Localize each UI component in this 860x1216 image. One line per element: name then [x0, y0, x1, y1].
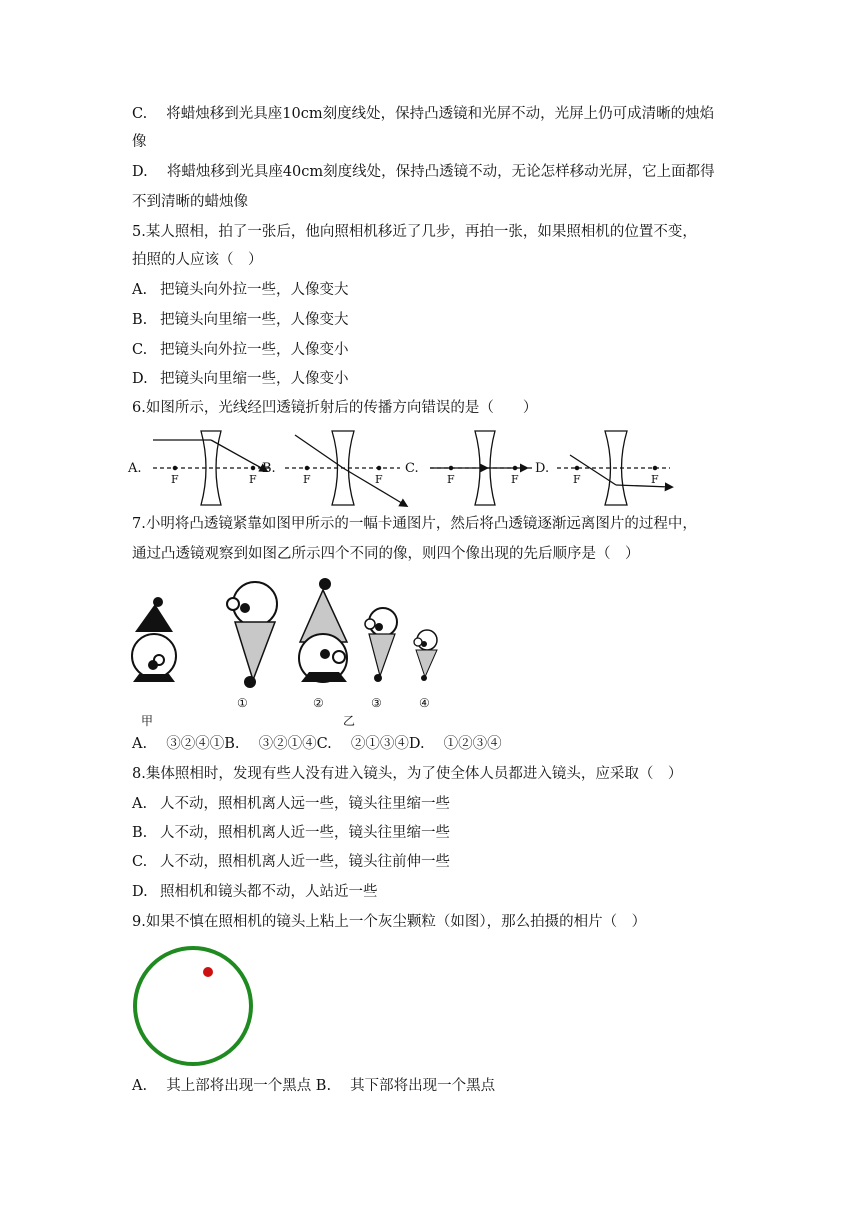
q6-stem: 6.如图所示，光线经凹透镜折射后的传播方向错误的是（ ） [132, 400, 538, 416]
q6-lens-figures [125, 425, 685, 510]
q7-label-jia: 甲 [141, 714, 154, 728]
q7-number-4: ④ [419, 696, 430, 710]
lens-circle [135, 948, 251, 1064]
q7-clown-4 [414, 630, 437, 681]
q9-stem: 9.如果不慎在照相机的镜头上粘上一个灰尘颗粒（如图），那么拍摄的相片（ ） [132, 914, 647, 930]
q7-options: A. ③②④①B. ③②①④C. ②①③④D. ①②③④ [132, 736, 502, 752]
q6-a-focus-right: F [249, 473, 257, 486]
q4-option-c-line1: C. 将蜡烛移到光具座10cm刻度线处，保持凸透镜和光屏不动，光屏上仍可成清晰的烛焰 [132, 106, 715, 122]
q6-b-focus-left: F [303, 473, 311, 486]
q6-b-focus-right: F [375, 473, 383, 486]
q5-option-a: A. 把镜头向外拉一些，人像变大 [132, 282, 349, 298]
q6-c-focus-left: F [447, 473, 455, 486]
q5-option-c: C. 把镜头向外拉一些，人像变小 [132, 342, 349, 358]
q6-label-c: C. [405, 461, 419, 476]
q7-number-1: ① [237, 696, 248, 710]
q7-clown-jia [132, 597, 176, 682]
q8-option-b: B. 人不动，照相机离人近一些，镜头往里缩一些 [132, 825, 450, 841]
q4-option-d-line1: D. 将蜡烛移到光具座40cm刻度线处，保持凸透镜不动，无论怎样移动光屏，它上面都得 [132, 164, 715, 180]
q6-c-focus-right: F [511, 473, 519, 486]
q7-clown-1 [227, 582, 277, 688]
q5-stem-line1: 5.某人照相，拍了一张后，他向照相机移近了几步，再拍一张，如果照相机的位置不变， [132, 224, 697, 240]
q9-lens-figure [128, 943, 258, 1069]
q8-option-d: D. 照相机和镜头都不动，人站近一些 [132, 884, 378, 900]
q6-d-focus-left: F [573, 473, 581, 486]
q5-stem-line2: 拍照的人应该（ ） [132, 252, 263, 268]
q7-cartoon-figures [125, 572, 455, 732]
q4-option-d-line2: 不到清晰的蜡烛像 [132, 194, 248, 210]
dust-particle-dot [203, 967, 213, 977]
q4-option-c-line2: 像 [132, 134, 147, 150]
q5-option-d: D. 把镜头向里缩一些，人像变小 [132, 371, 349, 387]
q8-option-a: A. 人不动，照相机离人远一些，镜头往里缩一些 [132, 796, 450, 812]
q7-stem-line2: 通过凸透镜观察到如图乙所示四个不同的像，则四个像出现的先后顺序是（ ） [132, 546, 640, 562]
q7-label-yi: 乙 [343, 714, 356, 728]
q6-a-focus-left: F [171, 473, 179, 486]
q8-option-c: C. 人不动，照相机离人近一些，镜头往前伸一些 [132, 854, 450, 870]
q7-stem-line1: 7.小明将凸透镜紧靠如图甲所示的一幅卡通图片，然后将凸透镜逐渐远离图片的过程中， [132, 516, 697, 532]
q6-d-focus-right: F [651, 473, 659, 486]
q9-options: A. 其上部将出现一个黑点 B. 其下部将出现一个黑点 [132, 1078, 496, 1094]
q6-label-d: D. [535, 461, 550, 476]
q5-option-b: B. 把镜头向里缩一些，人像变大 [132, 312, 349, 328]
q7-clown-3 [365, 608, 397, 682]
q6-label-a: A. [128, 461, 142, 476]
q7-clown-2 [299, 578, 347, 682]
q8-stem: 8.集体照相时，发现有些人没有进入镜头，为了使全体人员都进入镜头，应采取（ ） [132, 766, 683, 782]
q7-number-3: ③ [371, 696, 382, 710]
q6-label-b: B. [262, 461, 276, 476]
q7-number-2: ② [313, 696, 324, 710]
